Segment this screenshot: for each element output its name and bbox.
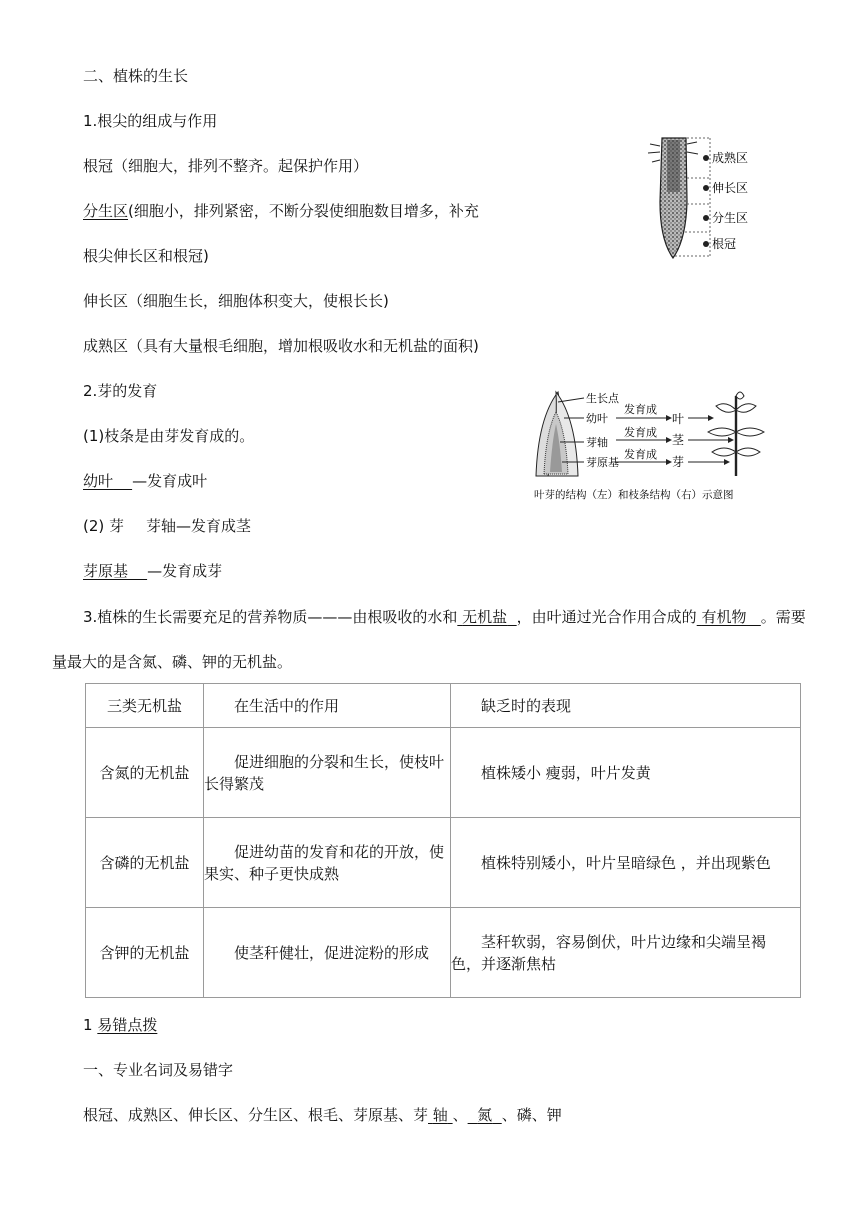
- root-cap-text: 根冠（细胞大，排列不整齐。起保护作用）: [83, 157, 369, 175]
- bud-label-growing-point: 生长点: [586, 392, 619, 405]
- role-cell: 促进幼苗的发育和花的开放，使果实、种子更快成熟: [204, 818, 451, 908]
- tips-number: 1: [83, 1016, 93, 1034]
- lack-cell: 植株特别矮小，叶片呈暗绿色 ，并出现紫色: [451, 818, 801, 908]
- nutrients-text-c: 。需要: [760, 608, 806, 626]
- term-axis: 轴: [432, 1106, 448, 1124]
- nutrients-text-a: 3.植株的生长需要充足的营养物质———由根吸收的水和: [83, 608, 458, 626]
- primordium-desc: —发育成芽: [147, 562, 223, 580]
- role-cell: 促进细胞的分裂和生长，使枝叶长得繁茂: [204, 728, 451, 818]
- header-lack: 缺乏时的表现: [451, 684, 801, 728]
- bud-structure-figure: [528, 388, 768, 506]
- blank-organic-matter: 有机物: [701, 608, 747, 626]
- stem-from-bud-text: (1)枝条是由芽发育成的。: [83, 427, 255, 445]
- header-role: 在生活中的作用: [204, 684, 451, 728]
- header-salt: 三类无机盐: [86, 684, 204, 728]
- bud-label-primordium: 芽原基: [586, 456, 619, 469]
- bud-axis-line: [83, 516, 251, 536]
- arrow-label-3: 发育成: [624, 448, 657, 461]
- terms-line: [83, 1105, 562, 1125]
- target-stem: 茎: [672, 433, 685, 447]
- young-leaf-term: 幼叶: [83, 472, 114, 490]
- lack-cell: 植株矮小 瘦弱，叶片发黄: [451, 728, 801, 818]
- meristem-desc: (细胞小，排列紧密，不断分裂使细胞数目增多，补充: [128, 202, 479, 220]
- tips-title: 易错点拨: [97, 1016, 158, 1034]
- elongation-text: 伸长区（细胞生长，细胞体积变大，使根长长): [83, 292, 389, 310]
- term-nitrogen: 氮: [477, 1106, 493, 1124]
- primordium-line: [83, 561, 222, 581]
- root-label-meristem: 分生区: [712, 211, 749, 225]
- bud-axis-text: 芽轴—发育成茎: [146, 517, 252, 535]
- root-label-cap: 根冠: [712, 237, 737, 251]
- meristem-desc-cont: 根尖伸长区和根冠): [83, 247, 209, 265]
- salt-cell: 含磷的无机盐: [86, 818, 204, 908]
- meristem-term: 分生区: [83, 202, 129, 220]
- table-row: [86, 818, 801, 908]
- section-title: 二、植株的生长: [83, 67, 189, 85]
- bud-title: 2.芽的发育: [83, 382, 158, 400]
- table-header-row: [86, 684, 801, 728]
- terms-text-a: 根冠、成熟区、伸长区、分生区、根毛、芽原基、芽: [83, 1106, 429, 1124]
- blank-inorganic-salt: 无机盐: [462, 608, 508, 626]
- root-tip-figure: [640, 132, 760, 264]
- terms-sep: 、: [452, 1106, 468, 1124]
- arrow-label-1: 发育成: [624, 403, 657, 416]
- meristem-line: [83, 201, 479, 221]
- salt-cell: 含钾的无机盐: [86, 908, 204, 998]
- table-row: [86, 908, 801, 998]
- nutrients-line-2: 量最大的是含氮、磷、钾的无机盐。: [52, 653, 293, 671]
- role-cell: 使茎秆健壮，促进淀粉的形成: [204, 908, 451, 998]
- lack-cell: 茎秆软弱，容易倒伏，叶片边缘和尖端呈褐色，并逐渐焦枯: [451, 908, 801, 998]
- salt-cell: 含氮的无机盐: [86, 728, 204, 818]
- nutrients-text-b: ，由叶通过光合作用合成的: [516, 608, 697, 626]
- table-row: [86, 728, 801, 818]
- bud-figure-caption: 叶芽的结构（左）和枝条结构（右）示意图: [534, 489, 734, 501]
- root-tip-title: 1.根尖的组成与作用: [83, 112, 218, 130]
- root-label-elongation: 伸长区: [712, 181, 749, 195]
- target-leaf: 叶: [672, 412, 685, 426]
- inorganic-salt-table: [85, 683, 801, 998]
- terms-subtitle: 一、专业名词及易错字: [83, 1061, 234, 1079]
- maturation-text: 成熟区（具有大量根毛细胞，增加根吸收水和无机盐的面积): [83, 337, 479, 355]
- tips-heading: [83, 1015, 157, 1035]
- terms-text-b: 、磷、钾: [501, 1106, 562, 1124]
- nutrients-line-1: [83, 607, 806, 627]
- bud-label-young-leaf: 幼叶: [586, 412, 608, 425]
- bud-label-axis: 芽轴: [586, 436, 608, 449]
- arrow-label-2: 发育成: [624, 426, 657, 439]
- bud-prefix: (2) 芽: [83, 517, 125, 535]
- target-bud: 芽: [672, 455, 685, 469]
- young-leaf-line: [83, 471, 207, 491]
- young-leaf-desc: —发育成叶: [132, 472, 208, 490]
- primordium-term: 芽原基: [83, 562, 129, 580]
- root-label-maturation: 成熟区: [712, 151, 749, 165]
